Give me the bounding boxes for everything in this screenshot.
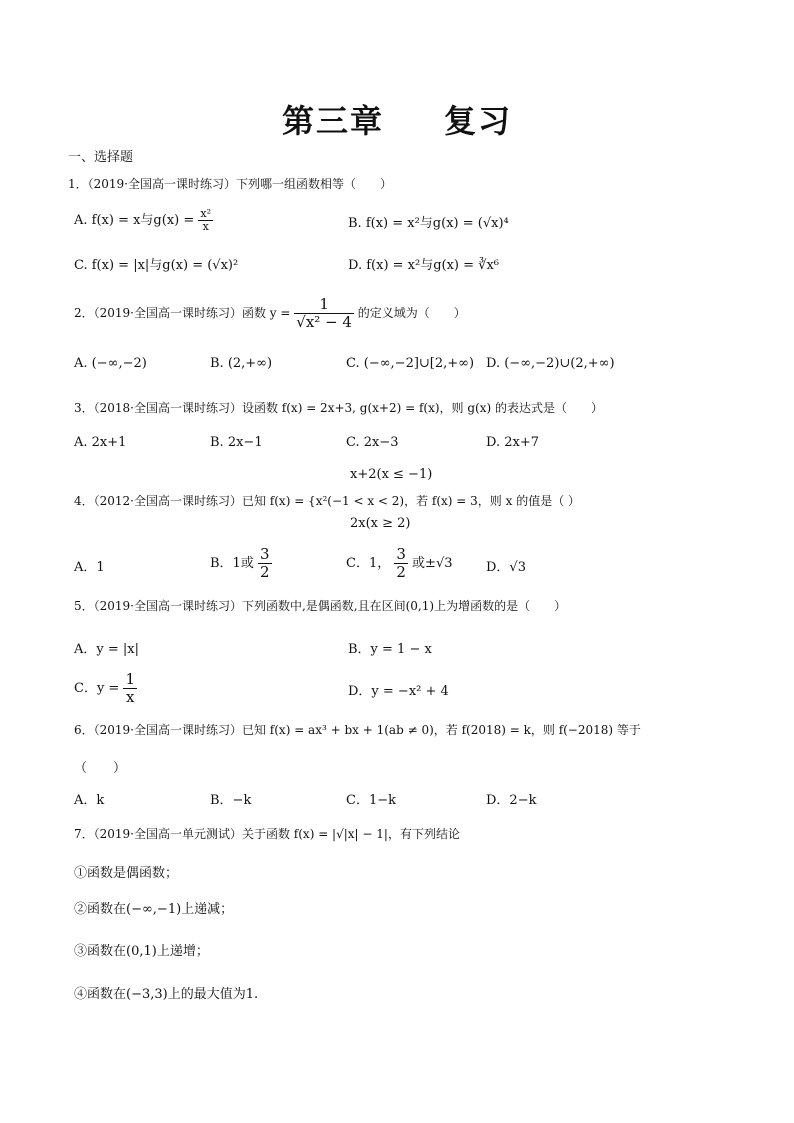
fraction: $\frac{3}{2}$: [259, 545, 270, 581]
question-2-option-a: A. (−∞,−2): [74, 356, 147, 371]
fraction: $\frac{1}{\text{√x² − 4}}$: [296, 295, 352, 331]
question-5-option-d: D．y = −x² + 4: [348, 684, 449, 699]
question-4-case-3: 2x(x ≥ 2): [350, 516, 411, 531]
title-chapter: 第三章: [281, 102, 384, 140]
question-3-stem: 3．（2018·全国高一课时练习）设函数 f(x) = 2x+3, g(x+2) = f(x)，则 g(x) 的表达式是（ ）: [74, 401, 603, 415]
question-1-stem: 1．（2019·全国高一课时练习）下列哪一组函数相等（ ）: [68, 177, 392, 191]
question-7-statement-2: ②函数在(−∞,−1)上递减；: [74, 902, 234, 917]
question-3-option-a: A. 2x+1: [74, 435, 127, 450]
title-review: 复习: [444, 102, 513, 140]
question-5-stem: 5．（2019·全国高一课时练习）下列函数中,是偶函数,且在区间(0,1)上为增函数的是（ ）: [74, 599, 567, 613]
question-1-option-a: A. f(x) = x与g(x) = $\frac{\text{x²}}{x}$: [74, 207, 212, 233]
question-1-option-b: B. f(x) = x²与g(x) = (√x)⁴: [348, 216, 509, 231]
question-2-stem: 2．（2019·全国高一课时练习）函数 y = $\frac{1}{\text{√x² − 4}}$ 的定义域为（ ）: [74, 295, 466, 331]
question-5-option-b: B．y = 1 − x: [348, 642, 432, 657]
question-6-option-c: C．1−k: [346, 793, 396, 808]
fraction: $\frac{1}{x}$: [125, 670, 136, 706]
page-title: [0, 96, 794, 142]
question-6-stem: 6．（2019·全国高一课时练习）已知 f(x) = ax³ + bx + 1(ab ≠ 0)，若 f(2018) = k，则 f(−2018) 等于: [74, 723, 641, 737]
fraction: $\frac{3}{2}$: [396, 545, 406, 581]
question-2-option-c: C. (−∞,−2]∪[2,+∞): [346, 356, 475, 371]
question-3-option-c: C. 2x−3: [346, 435, 399, 450]
question-7-statement-1: ①函数是偶函数；: [74, 866, 179, 881]
question-2-option-b: B. (2,+∞): [210, 356, 273, 371]
question-4-option-b: B．1或 $\frac{3}{2}$: [210, 545, 270, 581]
question-1-option-c: C. f(x) = |x|与g(x) = (√x)²: [74, 258, 239, 273]
section-heading: 一、选择题: [68, 150, 134, 165]
question-6-option-a: A．k: [74, 793, 105, 808]
question-6-option-b: B．−k: [210, 793, 252, 808]
question-4-option-a: A．1: [74, 560, 105, 575]
question-7-statement-3: ③函数在(0,1)上递增；: [74, 944, 209, 959]
question-4-option-c: C．1， $\frac{3}{2}$ 或±√3: [346, 545, 453, 581]
question-6-answer-paren: （ ）: [74, 761, 127, 776]
question-3-option-d: D. 2x+7: [486, 435, 539, 450]
question-7-statement-4: ④函数在(−3,3)上的最大值为1.: [74, 987, 259, 1002]
question-4-option-d: D．√3: [486, 560, 526, 575]
question-7-stem: 7．（2019·全国高一单元测试）关于函数 f(x) = |√|x| − 1|，有下列结论: [74, 827, 460, 841]
question-4-stem: 4．（2012·全国高一课时练习）已知 f(x) = {x²(−1 < x < 2)，若 f(x) = 3，则 x 的值是（ ）: [74, 494, 581, 508]
question-2-option-d: D. (−∞,−2)∪(2,+∞): [486, 356, 615, 371]
question-5-option-a: A．y = |x|: [74, 642, 139, 657]
fraction: $\frac{\text{x²}}{x}$: [200, 207, 212, 233]
question-4-case-1: x+2(x ≤ −1): [350, 467, 433, 482]
question-6-option-d: D．2−k: [486, 793, 537, 808]
question-1-option-d: D. f(x) = x²与g(x) = ∛x⁶: [348, 258, 499, 273]
question-3-option-b: B. 2x−1: [210, 435, 263, 450]
question-5-option-c: C．y = $\frac{1}{x}$: [74, 670, 136, 706]
